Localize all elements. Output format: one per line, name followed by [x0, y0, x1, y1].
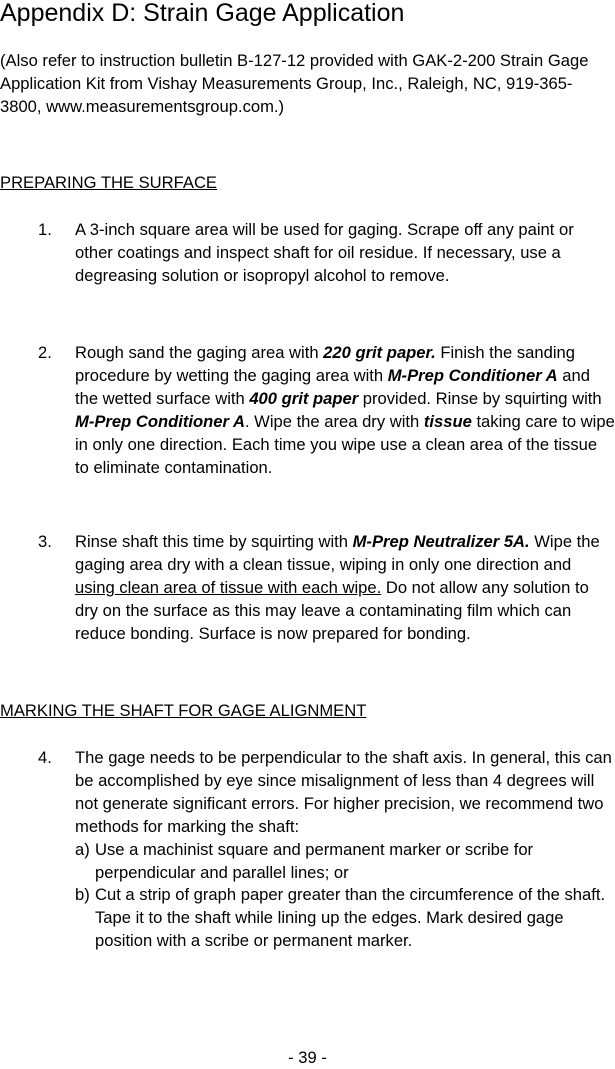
emphasis-220-grit-paper: 220 grit paper.	[323, 343, 436, 362]
emphasis-m-prep-conditioner: M-Prep Conditioner A	[75, 411, 245, 431]
intro-paragraph: (Also refer to instruction bulletin B-127-12 provided with GAK-2-200 Strain Gage Application Kit from Vishay Measurements Group, Inc., Raleigh, NC, 919-365-3800, www.measurementsgroup.com.)	[0, 51, 589, 116]
section-heading-surface: PREPARING THE SURFACE	[0, 173, 217, 192]
step-4	[38, 747, 615, 953]
emphasis-m-prep-conditioner: M-Prep Conditioner A	[387, 365, 558, 385]
page-title: Appendix D: Strain Gage Application	[0, 0, 405, 27]
step-3	[38, 531, 615, 646]
emphasis-m-prep-neutralizer: M-Prep Neutralizer 5A.	[352, 532, 530, 551]
step-text: Rinse shaft this time by squirting with M-Prep Neutralizer 5A. Wipe the gaging area dry with a clean tissue, wiping in only one direction and using clean area of tissue with each wipe. Do not allow any solution to dry on the surface as this may leave a contaminating film which can reduce bonding. Surface is now prepared for bonding.	[75, 532, 600, 643]
step-number: 4.	[38, 748, 52, 767]
step-text: A 3-inch square area will be used for gaging. Scrape off any paint or other coatings and inspect shaft for oil residue. If necessary, use a degreasing solution or isopropyl alcohol to remove.	[75, 220, 574, 285]
page-number: - 39 -	[288, 1048, 327, 1067]
underlined-instruction: using clean area of tissue with each wipe.	[75, 577, 382, 597]
step-number: 2.	[38, 343, 52, 362]
sub-item-b: b) Cut a strip of graph paper greater than the circumference of the shaft. Tape it to the shaft while lining up the edges. Mark desired gage position with a scribe or permanent marker.	[75, 885, 606, 951]
step-2	[38, 342, 615, 479]
step-1	[38, 219, 615, 288]
emphasis-400-grit-paper: 400 grit paper	[249, 388, 359, 408]
emphasis-tissue: tissue	[423, 411, 472, 431]
step-number: 3.	[38, 532, 52, 551]
step-text: Rough sand the gaging area with 220 grit paper. Finish the sanding procedure by wetting the gaging area with M-Prep Conditioner A and the wetted surface with 400 grit paper provided. Rinse by squirting with M-Prep Conditioner A. Wipe the area dry with tissue taking care to wipe in only one direction. Each time you wipe use a clean area of the tissue to eliminate contamination.	[75, 343, 615, 477]
sub-item-a: a) Use a machinist square and permanent marker or scribe for perpendicular and parallel lines; or	[75, 839, 534, 882]
step-text: The gage needs to be perpendicular to the shaft axis. In general, this can be accomplished by eye since misalignment of less than 4 degrees will not generate significant errors. For higher precision, we recommend two methods for marking the shaft: a) Use a machinist square and permanent marker or scribe for perpendicular and parallel lines; or b) Cut a strip of graph paper greater than the circumference of the shaft. Tape it to the shaft while lining up the edges. Mark desired gage position with a scribe or permanent marker.	[75, 747, 615, 953]
step-number: 1.	[38, 220, 52, 239]
section-heading-marking: MARKING THE SHAFT FOR GAGE ALIGNMENT	[0, 701, 367, 720]
